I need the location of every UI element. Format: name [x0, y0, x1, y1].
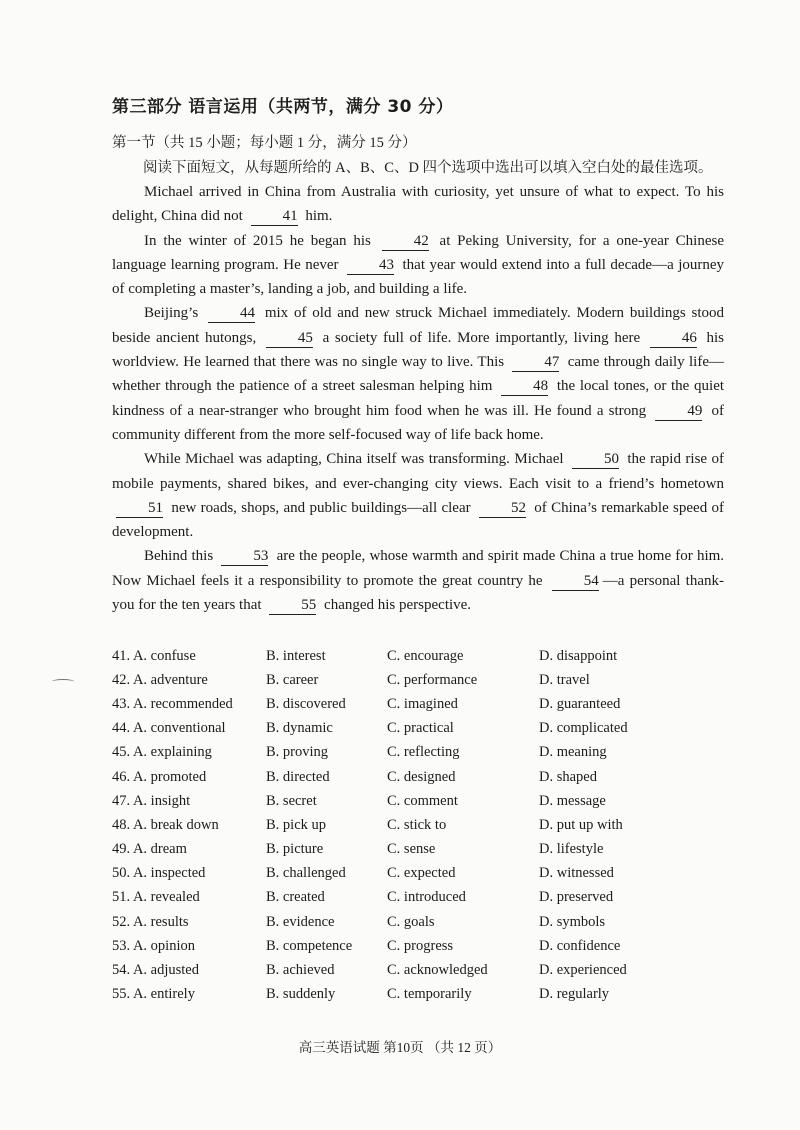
- option-row-49: [112, 838, 732, 862]
- option-47-d: D. message: [539, 792, 606, 809]
- option-49-d: D. lifestyle: [539, 841, 604, 858]
- option-51-b: B. created: [266, 889, 325, 906]
- paragraph-4: While Michael was adapting, China itself was transforming. Michael 50 the rapid rise of mobile payments, shared bikes, and ever-changing city views. Each visit to a friend’s hometown 51 new roads, shops, and public buildings—all clear 52 of China’s remarkable speed of development.: [112, 451, 725, 541]
- option-41-d: D. disappoint: [539, 647, 618, 664]
- option-53-a: 53. A. opinion: [112, 937, 195, 954]
- paragraph-1: Michael arrived in China from Australia with curiosity, yet unsure of what to expect. To his delight, China did not 41 him.: [112, 184, 724, 225]
- blank-41: 41: [251, 208, 298, 226]
- option-53-c: C. progress: [387, 937, 454, 954]
- option-48-b: B. pick up: [266, 816, 327, 833]
- option-54-c: C. acknowledged: [387, 962, 488, 979]
- blank-44: 44: [208, 305, 255, 323]
- option-51-a: 51. A. revealed: [112, 889, 200, 906]
- blank-49: 49: [655, 403, 702, 421]
- blank-42: 42: [382, 233, 429, 251]
- blank-47: 47: [512, 354, 559, 372]
- option-47-b: B. secret: [266, 792, 317, 809]
- option-55-b: B. suddenly: [266, 986, 336, 1003]
- option-row-51: [112, 886, 732, 910]
- option-row-47: [112, 789, 732, 813]
- option-46-d: D. shaped: [539, 768, 597, 785]
- option-43-a: 43. A. recommended: [112, 695, 233, 712]
- option-row-43: [112, 692, 732, 716]
- paragraph-2: In the winter of 2015 he began his 42 at Peking University, for a one-year Chinese language learning program. He never 43 that year would extend into a full decade—a journey of completing a master’s, landing a job, and building a life.: [112, 232, 725, 298]
- option-53-b: B. competence: [266, 937, 353, 954]
- option-44-d: D. complicated: [539, 720, 628, 737]
- blank-48: 48: [501, 378, 548, 396]
- option-49-b: B. picture: [266, 841, 324, 858]
- option-51-c: C. introduced: [387, 889, 466, 906]
- option-44-b: B. dynamic: [266, 720, 333, 737]
- option-46-c: C. designed: [387, 768, 456, 785]
- option-54-d: D. experienced: [539, 962, 627, 979]
- option-47-c: C. comment: [387, 792, 458, 809]
- option-row-53: [112, 934, 732, 958]
- option-42-d: D. travel: [539, 671, 590, 688]
- blank-54: 54: [552, 573, 599, 591]
- blank-51: 51: [116, 500, 163, 518]
- option-45-c: C. reflecting: [387, 744, 460, 761]
- option-54-a: 54. A. adjusted: [112, 962, 199, 979]
- blank-50: 50: [572, 451, 619, 469]
- option-44-a: 44. A. conventional: [112, 720, 226, 737]
- paragraph-3: Beijing’s 44 mix of old and new struck Michael immediately. Modern buildings stood beside ancient hutongs, 45 a society full of life. More importantly, living here 46 his worldview. He learned that there was no single way to live. This 47 came through daily life—whether through the patience of a street salesman helping him 48 the local tones, or the quiet kindness of a near-stranger who brought him food when he was ill. He found a strong 49 of community different from the more self-focused way of life back home.: [112, 305, 725, 443]
- cloze-passage: [112, 180, 724, 617]
- option-52-b: B. evidence: [266, 913, 335, 930]
- option-54-b: B. achieved: [266, 962, 335, 979]
- option-49-a: 49. A. dream: [112, 841, 187, 858]
- option-45-a: 45. A. explaining: [112, 744, 212, 761]
- option-42-c: C. performance: [387, 671, 478, 688]
- option-42-a: 42. A. adventure: [112, 671, 208, 688]
- option-48-d: D. put up with: [539, 816, 623, 833]
- option-55-d: D. regularly: [539, 986, 610, 1003]
- option-45-d: D. meaning: [539, 744, 607, 761]
- instructions: 阅读下面短文，从每题所给的 A、B、C、D 四个选项中选出可以填入空白处的最佳选项。: [143, 160, 713, 176]
- option-row-44: [112, 717, 732, 741]
- option-50-c: C. expected: [387, 865, 456, 882]
- option-41-a: 41. A. confuse: [112, 647, 196, 664]
- option-row-41: [112, 644, 732, 668]
- option-row-45: [112, 741, 732, 765]
- option-45-b: B. proving: [266, 744, 329, 761]
- option-row-50: [112, 862, 732, 886]
- option-row-52: [112, 910, 732, 934]
- option-43-d: D. guaranteed: [539, 695, 621, 712]
- option-50-b: B. challenged: [266, 865, 346, 882]
- option-row-48: [112, 813, 732, 837]
- option-row-46: [112, 765, 732, 789]
- option-41-b: B. interest: [266, 647, 326, 664]
- section-subtitle: 第一节（共 15 小题；每小题 1 分，满分 15 分）: [112, 135, 417, 151]
- option-48-a: 48. A. break down: [112, 816, 219, 833]
- option-43-b: B. discovered: [266, 695, 346, 712]
- option-49-c: C. sense: [387, 841, 436, 858]
- option-53-d: D. confidence: [539, 937, 621, 954]
- paragraph-5: Behind this 53 are the people, whose warmth and spirit made China a true home for him. Now Michael feels it a responsibility to promote the great country he 54 —a personal thank-you for the ten years that 55 changed his perspective.: [112, 548, 725, 614]
- page-footer: 高三英语试题 第10页 （共 12 页）: [298, 1040, 502, 1055]
- option-52-d: D. symbols: [539, 913, 606, 930]
- option-row-55: [112, 983, 732, 1007]
- section-title: 第三部分 语言运用（共两节，满分 30 分）: [112, 97, 454, 117]
- option-50-a: 50. A. inspected: [112, 865, 206, 882]
- option-52-c: C. goals: [387, 913, 435, 930]
- blank-46: 46: [650, 330, 697, 348]
- option-50-d: D. witnessed: [539, 865, 614, 882]
- option-42-b: B. career: [266, 671, 319, 688]
- option-55-c: C. temporarily: [387, 986, 472, 1003]
- option-row-42: [112, 668, 732, 692]
- blank-43: 43: [347, 257, 394, 275]
- blank-53: 53: [221, 548, 268, 566]
- option-51-d: D. preserved: [539, 889, 614, 906]
- option-row-54: [112, 958, 732, 982]
- option-52-a: 52. A. results: [112, 913, 189, 930]
- blank-52: 52: [479, 500, 526, 518]
- blank-45: 45: [266, 330, 313, 348]
- scan-mark: [52, 679, 74, 684]
- option-46-a: 46. A. promoted: [112, 768, 207, 785]
- option-43-c: C. imagined: [387, 695, 458, 712]
- option-55-a: 55. A. entirely: [112, 986, 195, 1003]
- option-46-b: B. directed: [266, 768, 330, 785]
- answer-options: [112, 644, 732, 1007]
- option-44-c: C. practical: [387, 720, 454, 737]
- option-41-c: C. encourage: [387, 647, 464, 664]
- option-48-c: C. stick to: [387, 816, 447, 833]
- option-47-a: 47. A. insight: [112, 792, 191, 809]
- blank-55: 55: [269, 597, 316, 615]
